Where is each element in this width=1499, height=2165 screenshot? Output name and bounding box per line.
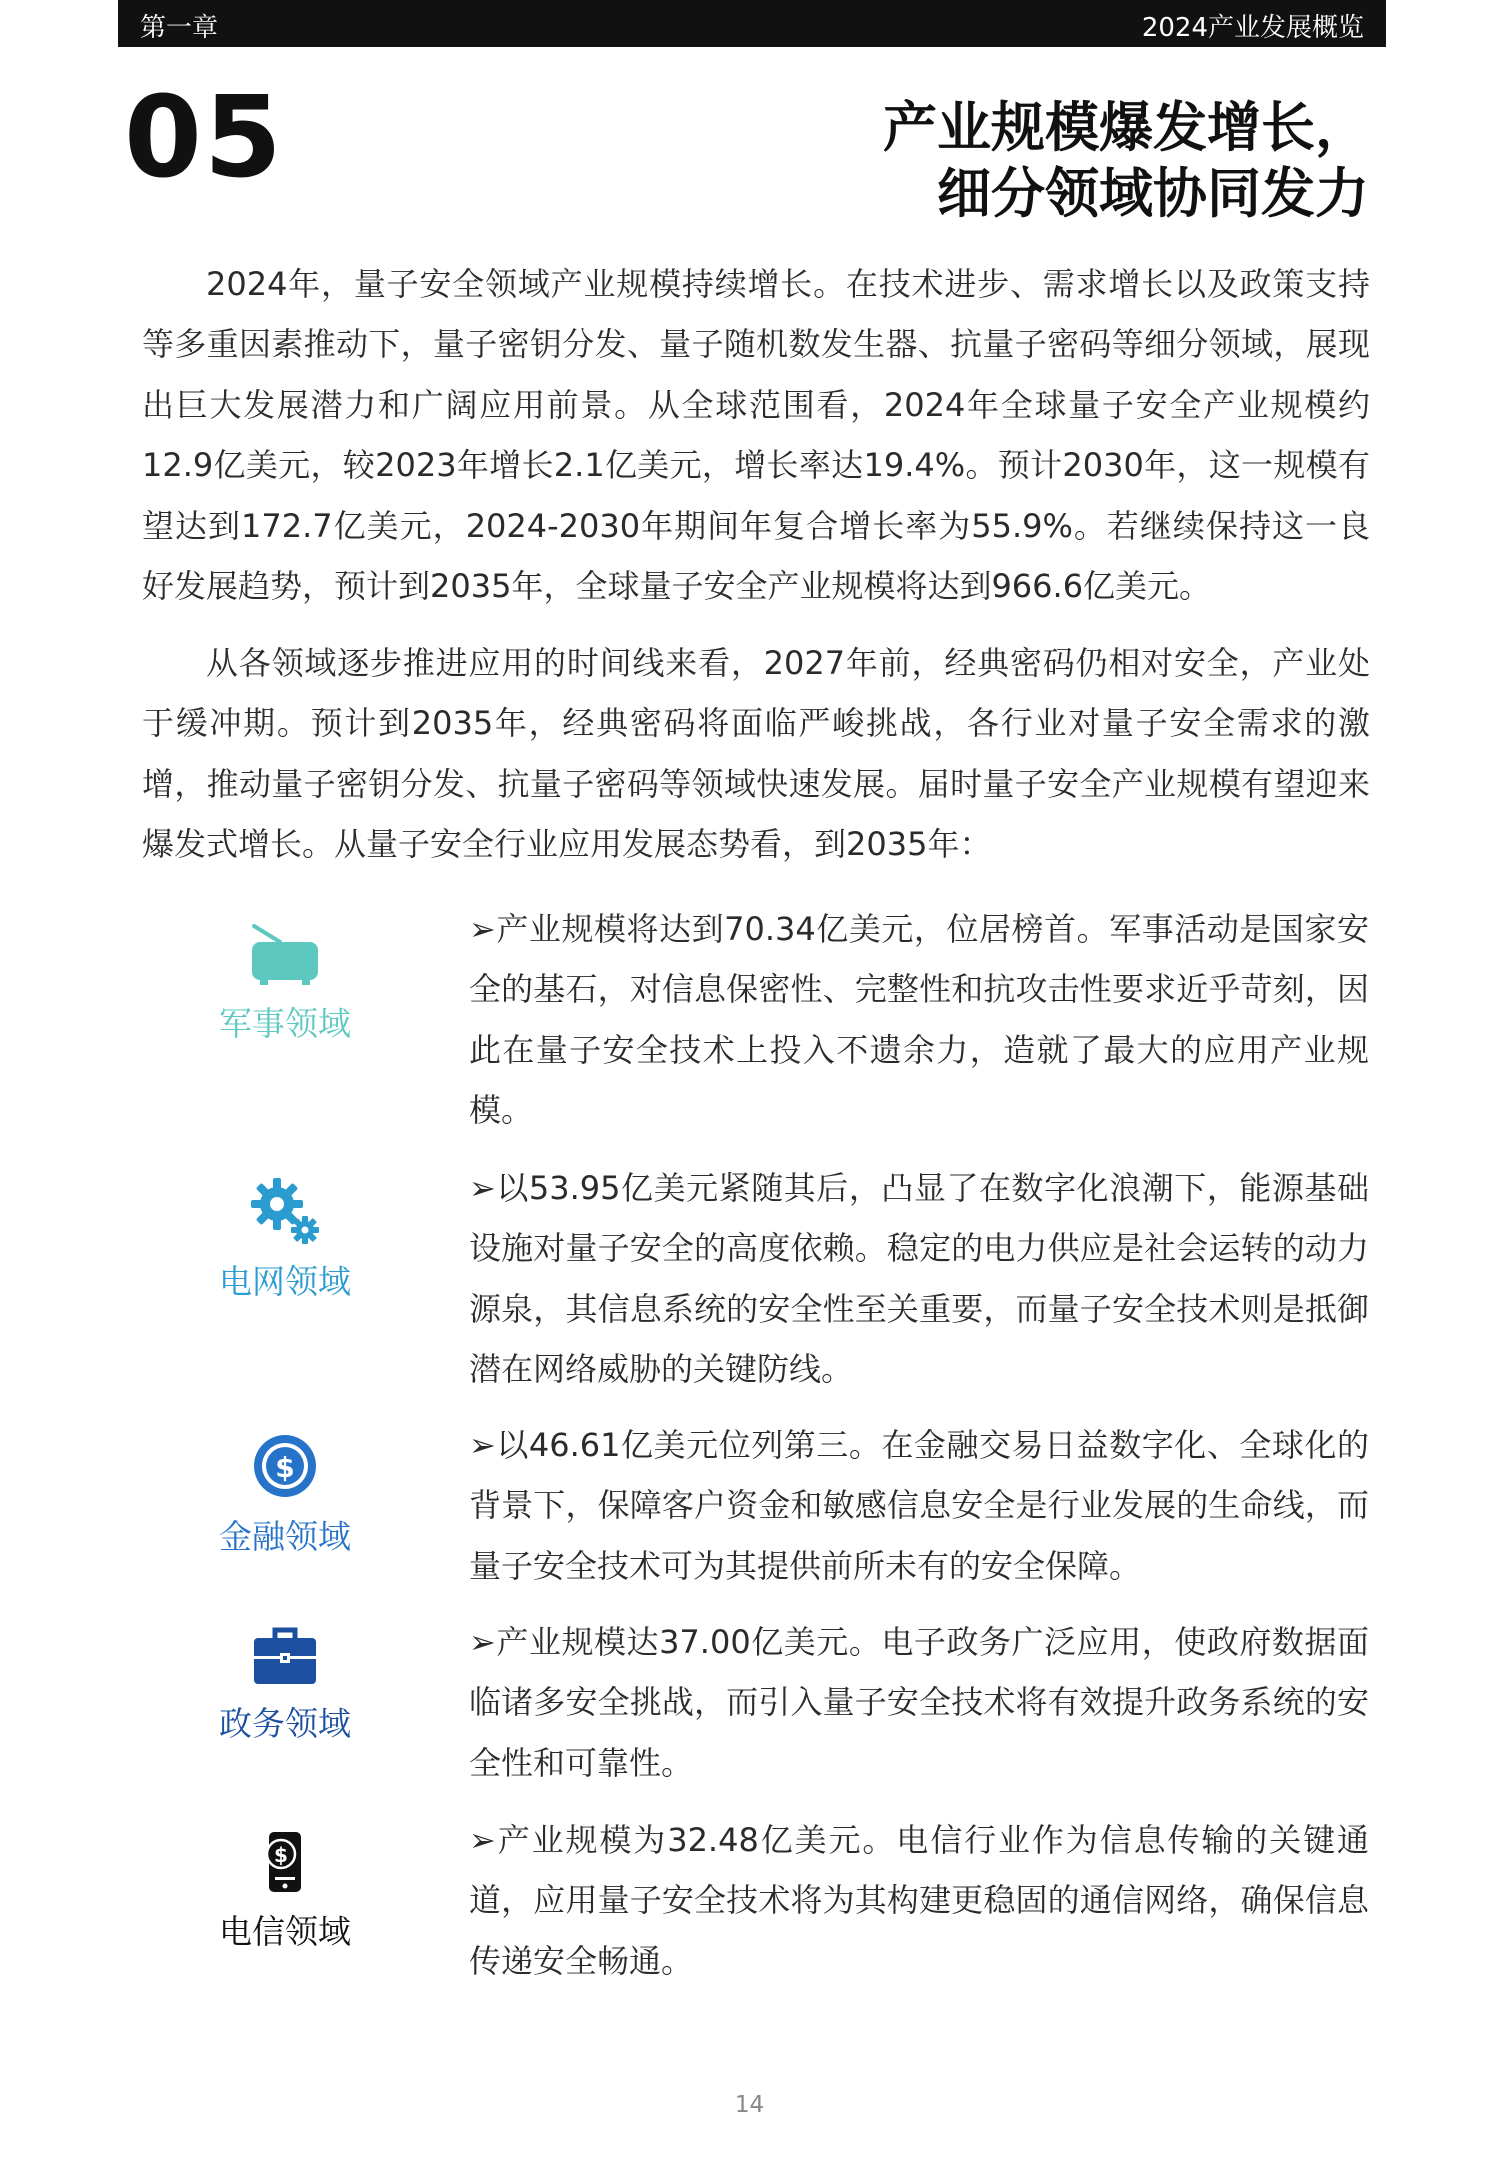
section-number: 05	[124, 73, 284, 203]
sector-label-government: 政务领域	[219, 1704, 351, 1743]
sector-label-military: 军事领域	[219, 1004, 351, 1043]
sector-text-government: ➢产业规模达37.00亿美元。电子政务广泛应用，使政府数据面临诸多安全挑战，而引入量子安全技术将有效提升政务系统的安全性和可靠性。	[469, 1623, 1369, 1782]
sector-grid	[190, 1172, 380, 1303]
header-bar	[118, 0, 1386, 47]
mobile-payment-icon	[263, 1830, 307, 1898]
sector-military	[190, 914, 380, 1045]
radio-icon	[250, 924, 320, 990]
gears-icon	[249, 1176, 321, 1248]
chapter-label: 第一章	[140, 13, 219, 43]
sector-text-finance: ➢以46.61亿美元位列第三。在金融交易日益数字化、全球化的背景下，保障客户资金和敏感信息安全是行业发展的生命线，而量子安全技术可为其提供前所未有的安全保障。	[469, 1426, 1369, 1585]
timeline-paragraph: 从各领域逐步推进应用的时间线来看，2027年前，经典密码仍相对安全，产业处于缓冲期。预计到2035年，经典密码将面临严峻挑战，各行业对量子安全需求的激增，推动量子密钥分发、抗量子密码等领域快速发展。届时量子安全产业规模有望迎来爆发式增长。从量子安全行业应用发展态势看，到2035年：	[142, 644, 1370, 864]
page-number: 14	[734, 2092, 765, 2118]
sector-finance	[190, 1427, 380, 1558]
sector-label-finance: 金融领域	[219, 1517, 351, 1556]
sector-text-grid: ➢以53.95亿美元紧随其后，凸显了在数字化浪潮下，能源基础设施对量子安全的高度依赖。稳定的电力供应是社会运转的动力源泉，其信息系统的安全性至关重要，而量子安全技术则是抵御潜在网络威胁的关键防线。	[469, 1169, 1369, 1389]
intro-paragraph: 2024年，量子安全领域产业规模持续增长。在技术进步、需求增长以及政策支持等多重因素推动下，量子密钥分发、量子随机数发生器、抗量子密码等细分领域，展现出巨大发展潜力和广阔应用前景。从全球范围看，2024年全球量子安全产业规模约12.9亿美元，较2023年增长2.1亿美元，增长率达19.4%。预计2030年，这一规模有望达到172.7亿美元，2024-2030年期间年复合增长率为55.9%。若继续保持这一良好发展趋势，预计到2035年，全球量子安全产业规模将达到966.6亿美元。	[142, 265, 1370, 606]
section-title	[883, 95, 1369, 227]
sector-text-military: ➢产业规模将达到70.34亿美元，位居榜首。军事活动是国家安全的基石，对信息保密性、完整性和抗攻击性要求近乎苛刻，因此在量子安全技术上投入不遗余力，造就了最大的应用产业规模。	[469, 910, 1369, 1130]
sector-label-grid: 电网领域	[219, 1262, 351, 1301]
section-title-line-2: 细分领域协同发力	[937, 162, 1369, 225]
briefcase-icon	[252, 1626, 318, 1690]
sector-government	[190, 1614, 380, 1745]
dollar-coin-icon	[252, 1433, 318, 1503]
sector-text-telecom: ➢产业规模为32.48亿美元。电信行业作为信息传输的关键通道，应用量子安全技术将为其构建更稳固的通信网络，确保信息传递安全畅通。	[469, 1821, 1369, 1980]
section-title-line-1: 产业规模爆发增长，	[883, 96, 1369, 159]
svg-text:$: $	[274, 1843, 288, 1867]
sector-label-telecom: 电信领域	[219, 1912, 351, 1951]
svg-text:$: $	[275, 1451, 295, 1484]
report-title: 2024产业发展概览	[1141, 13, 1364, 43]
sector-telecom	[190, 1822, 380, 1953]
